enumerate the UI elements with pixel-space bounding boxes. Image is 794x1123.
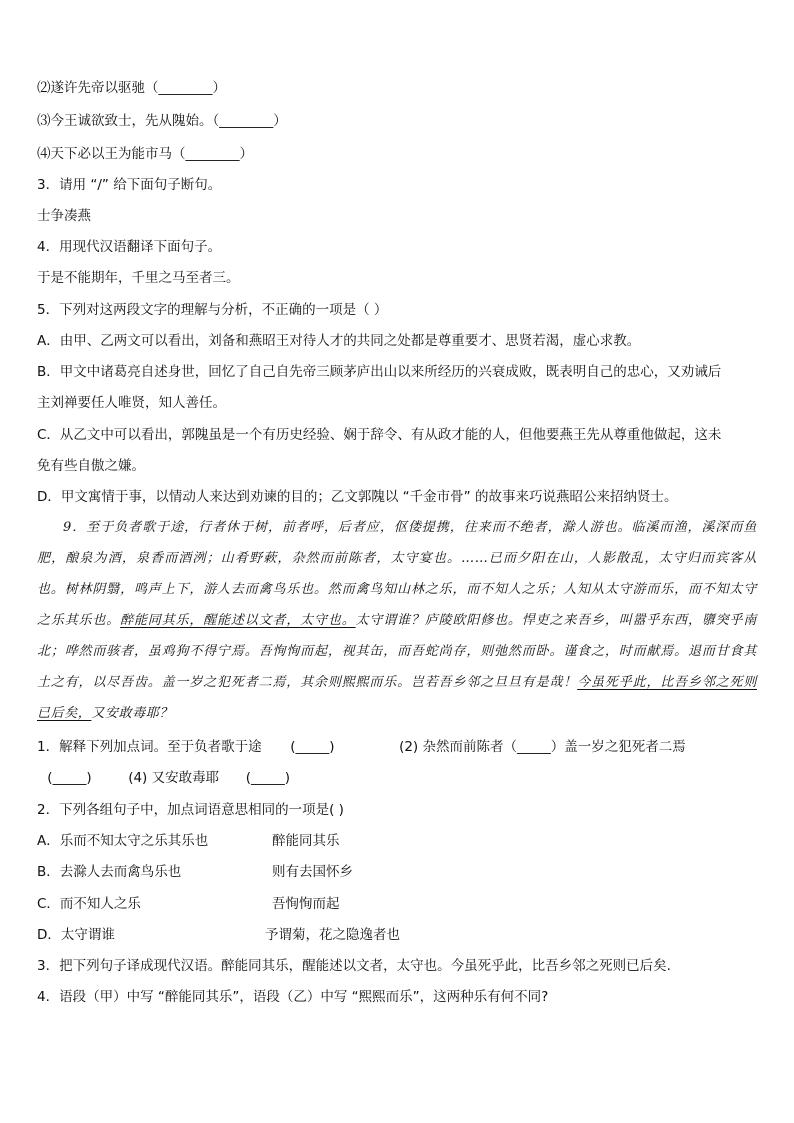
answer-blank-1: (_____): [290, 739, 335, 755]
q2-option-d-right: 予谓菊，花之隐逸者也: [265, 927, 400, 943]
question-3-text: 士争凑燕: [37, 208, 91, 224]
passage-part2: 太守谓谁？庐陵欧阳修也。悍吏之来吾乡，叫嚣乎东西，隳突乎南北；哗然而骇者，虽鸡狗不得宁焉。吾恂恂而起，视其缶，而吾蛇尚存，则弛然而卧。谨食之，时而献焉。退而甘食其土之有，以尽吾齿。盖一岁之犯死者二焉，其余则熙熙而乐。岂若吾乡邻之旦旦有是哉！: [37, 613, 757, 690]
question-1-part2: (2) 杂然而前陈者（_____）盖一岁之犯死者二焉: [399, 739, 686, 755]
question-4-compare: 4．语段（甲）中写 “醉能同其乐”，语段（乙）中写 “熙熙而乐”，这两种乐有何不同?: [37, 989, 549, 1005]
q2-option-a-right: 醉能同其乐: [272, 833, 340, 849]
question-3-translate: 3．把下列句子译成现代汉语。醉能同其乐，醒能述以文者，太守也。今虽死乎此，比吾乡邻之死则已后矣.: [37, 958, 671, 974]
question-3: 3．请用 “/” 给下面句子断句。: [37, 177, 222, 193]
q2-option-a-left: A．乐而不知太守之乐其乐也: [37, 833, 209, 849]
question-5: 5．下列对这两段文字的理解与分析，不正确的一项是（ ）: [37, 302, 388, 318]
q2-option-c-right: 吾恂恂而起: [272, 896, 340, 912]
question-1-text: 1．解释下列加点词。至于负者歌于途: [37, 739, 262, 755]
passage-part1: 9．至于负者歌于途，行者休于树，前者呼，后者应，伛偻提携，往来而不绝者，滁人游也。临溪而渔，溪深而鱼肥，酿泉为酒，泉香而酒洌；山肴野蔌，杂然而前陈者，太守宴也。……已而夕阳在山，人影散乱，太守归而宾客从也。树林阴翳，鸣声上下，游人去而禽鸟乐也。然而禽鸟知山林之乐，而不知人之乐；人知从太守游而乐，而不知太守之乐其乐也。: [37, 520, 757, 628]
question-4-text: 于是不能期年，千里之马至者三。: [37, 270, 240, 286]
sub-question-3: ⑶今王诚欲致士，先从隗始。（________）: [37, 113, 287, 129]
question-1-line2: [37, 768, 290, 788]
sub-question-4: ⑷天下必以王为能市马（________）: [37, 146, 253, 162]
reading-passage: [37, 512, 757, 729]
sub-question-2: ⑵遂许先帝以驱驰（________）: [37, 80, 226, 96]
answer-blank-3: (_____): [47, 770, 92, 786]
q2-option-c-left: C．而不知人之乐: [37, 896, 141, 912]
q2-option-b-left: B．去滁人去而禽鸟乐也: [37, 864, 182, 880]
option-d: D．甲文寓情于事，以情动人来达到劝谏的目的；乙文郭隗以 “千金市骨” 的故事来巧说燕昭公来招纳贤士。: [37, 489, 678, 505]
option-b-line2: 主刘禅要任人唯贤，知人善任。: [37, 395, 226, 411]
option-b-line1: B．甲文中诸葛亮自述身世，回忆了自己自先帝三顾茅庐出山以来所经历的兴衰成败，既表明自己的忠心，又劝诫后: [37, 364, 722, 380]
answer-blank-4: (_____): [245, 770, 290, 786]
q2-option-b-right: 则有去国怀乡: [272, 864, 353, 880]
option-c-line2: 免有些自傲之嫌。: [37, 458, 145, 474]
passage-underline-2: 今虽死乎此，比吾乡邻之死则已后矣，: [37, 675, 757, 721]
passage-part3: 又安敢毒耶？: [91, 706, 174, 721]
passage-underline-1: 醉能同其乐，醒能述以文者，太守也。: [120, 613, 356, 628]
question-4: 4．用现代汉语翻译下面句子。: [37, 239, 222, 255]
question-2: 2．下列各组句子中，加点词语意思相同的一项是( ): [37, 802, 344, 818]
question-1-line1: [37, 737, 686, 757]
option-a: A．由甲、乙两文可以看出，刘备和燕昭王对待人才的共同之处都是尊重要才、思贤若渴，虚心求教。: [37, 333, 641, 349]
q2-option-d-left: D．太守谓谁: [37, 927, 115, 943]
question-1-part4: (4) 又安敢毒耶: [128, 770, 220, 786]
option-c-line1: C．从乙文中可以看出，郭隗虽是一个有历史经验、娴于辞令、有从政才能的人，但他要燕王先从尊重他做起，这未: [37, 427, 722, 443]
